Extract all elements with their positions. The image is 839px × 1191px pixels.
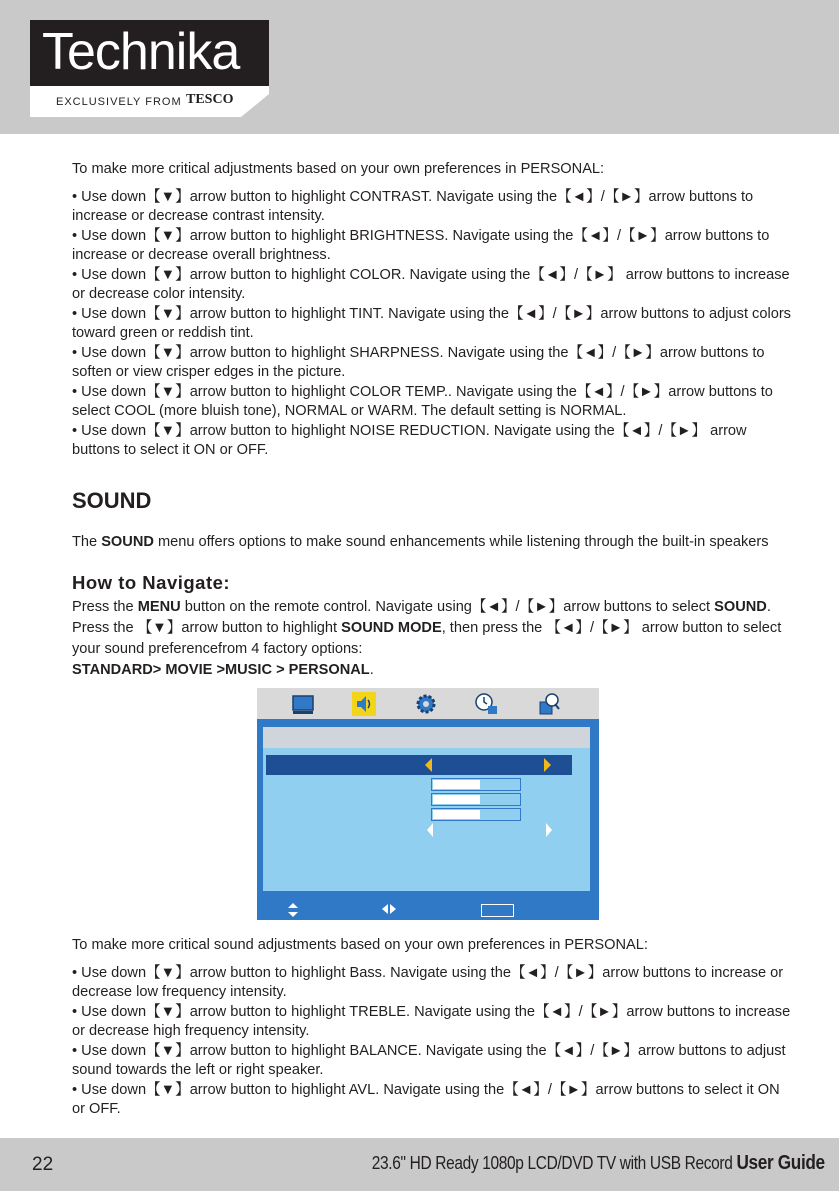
nav-text-3: . Press the 【▼】arrow button to highlight — [72, 599, 771, 636]
balance-slider — [431, 808, 521, 821]
avl-left-arrow-icon — [427, 823, 433, 837]
list-item: • Use down【▼】arrow button to highlight TINT. Navigate using the【◄】/【►】arrow buttons to adjust colors toward green or reddish tint. — [72, 305, 791, 341]
list-item: • Use down【▼】arrow button to highlight TREBLE. Navigate using the【◄】/【►】arrow buttons to increase or decrease high frequency intensity. — [72, 1003, 791, 1039]
sound-tab-icon — [352, 692, 376, 716]
navigation-instructions — [72, 597, 792, 681]
nav-end: . — [369, 662, 374, 678]
osd-menu-title-bar — [263, 727, 590, 748]
osd-menu-panel — [263, 727, 590, 891]
bass-slider — [431, 778, 521, 791]
osd-selected-row — [266, 755, 572, 775]
sound-intro-pre: The — [72, 534, 102, 550]
sound-personal-section — [72, 936, 792, 1120]
list-item: • Use down【▼】arrow button to highlight COLOR TEMP.. Navigate using the【◄】/【►】arrow buttons to select COOL (more bluish tone), NORMAL or WARM. The default setting is NORMAL. — [72, 383, 773, 419]
arrow-left-icon — [425, 758, 432, 772]
sound-intro — [72, 533, 792, 552]
lock-tab-icon — [537, 692, 561, 716]
sound-intro-post: menu offers options to make sound enhancements while listening through the built-in speakers — [153, 534, 769, 550]
nav-text-2: button on the remote control. Navigate using【◄】/【►】arrow buttons to select — [180, 599, 715, 615]
logo-dark-band — [30, 20, 269, 86]
exit-key-hint-box — [481, 904, 514, 917]
page-number: 22 — [32, 1154, 54, 1175]
osd-footer-hints — [257, 900, 599, 920]
logo-wordmark: Technika — [42, 23, 240, 81]
technika-logo — [30, 20, 269, 117]
bass-slider-fill — [433, 780, 480, 789]
sound-menu-illustration — [257, 688, 599, 920]
picture-personal-section — [72, 160, 792, 461]
treble-slider-fill — [433, 795, 480, 804]
osd-tab-bar — [257, 688, 599, 719]
list-item: • Use down【▼】arrow button to highlight SHARPNESS. Navigate using the【◄】/【►】arrow buttons to soften or view crisper edges in the picture. — [72, 344, 765, 380]
list-item: • Use down【▼】arrow button to highlight BRIGHTNESS. Navigate using the【◄】/【►】arrow buttons to increase or decrease overall brightness. — [72, 227, 770, 263]
nav-sound-label: SOUND — [714, 599, 767, 615]
up-down-arrows-icon — [287, 902, 299, 918]
nav-sound-mode-label: SOUND MODE — [341, 620, 442, 636]
logo-tagline-band — [30, 86, 269, 117]
footer-product-title: 23.6" HD Ready 1080p LCD/DVD TV with USB Record — [371, 1153, 737, 1173]
nav-options: STANDARD> MOVIE >MUSIC > PERSONAL — [72, 662, 370, 678]
sound-heading: SOUND — [72, 488, 152, 513]
picture-personal-intro: To make more critical adjustments based on your own preferences in PERSONAL: — [72, 161, 605, 177]
list-item: • Use down【▼】arrow button to highlight COLOR. Navigate using the【◄】/【►】 arrow buttons to increase or decrease color intensity. — [72, 266, 790, 302]
time-tab-icon — [474, 692, 498, 716]
footer-user-guide: User Guide — [736, 1152, 825, 1174]
list-item: • Use down【▼】arrow button to highlight Bass. Navigate using the【◄】/【►】arrow buttons to increase or decrease low frequency intensity. — [72, 964, 784, 1000]
list-item: • Use down【▼】arrow button to highlight AVL. Navigate using the【◄】/【►】arrow buttons to select it ON or OFF. — [72, 1081, 780, 1117]
avl-right-arrow-icon — [546, 823, 552, 837]
balance-slider-fill — [433, 810, 480, 819]
logo-swoosh — [241, 94, 269, 117]
logo-tagline: EXCLUSIVELY FROM — [56, 96, 182, 108]
footer-title — [372, 1152, 825, 1175]
how-to-navigate-heading: How to Navigate: — [72, 572, 231, 593]
list-item: • Use down【▼】arrow button to highlight CONTRAST. Navigate using the【◄】/【►】arrow buttons to increase or decrease contrast intensity. — [72, 188, 754, 224]
arrow-right-icon — [544, 758, 551, 772]
page-header — [0, 0, 839, 134]
nav-text-4: , then press the 【◄】/【►】 arrow button to select your sound preferencefrom 4 factory options: — [72, 620, 782, 657]
sound-intro-bold: SOUND — [101, 534, 154, 550]
sound-personal-intro: To make more critical sound adjustments based on your own preferences in PERSONAL: — [72, 937, 648, 953]
list-item: • Use down【▼】arrow button to highlight BALANCE. Navigate using the【◄】/【►】arrow buttons to adjust sound towards the left or right speaker. — [72, 1042, 786, 1078]
nav-text-1: Press the — [72, 599, 138, 615]
logo-partner: TESCO — [186, 92, 234, 107]
treble-slider — [431, 793, 521, 806]
setup-tab-icon — [414, 692, 438, 716]
list-item: • Use down【▼】arrow button to highlight NOISE REDUCTION. Navigate using the【◄】/【►】 arrow buttons to select it ON or OFF. — [72, 422, 747, 458]
page-footer — [0, 1138, 839, 1191]
left-right-arrows-icon — [381, 903, 397, 915]
nav-menu-label: MENU — [137, 599, 181, 615]
picture-tab-icon — [291, 692, 315, 716]
